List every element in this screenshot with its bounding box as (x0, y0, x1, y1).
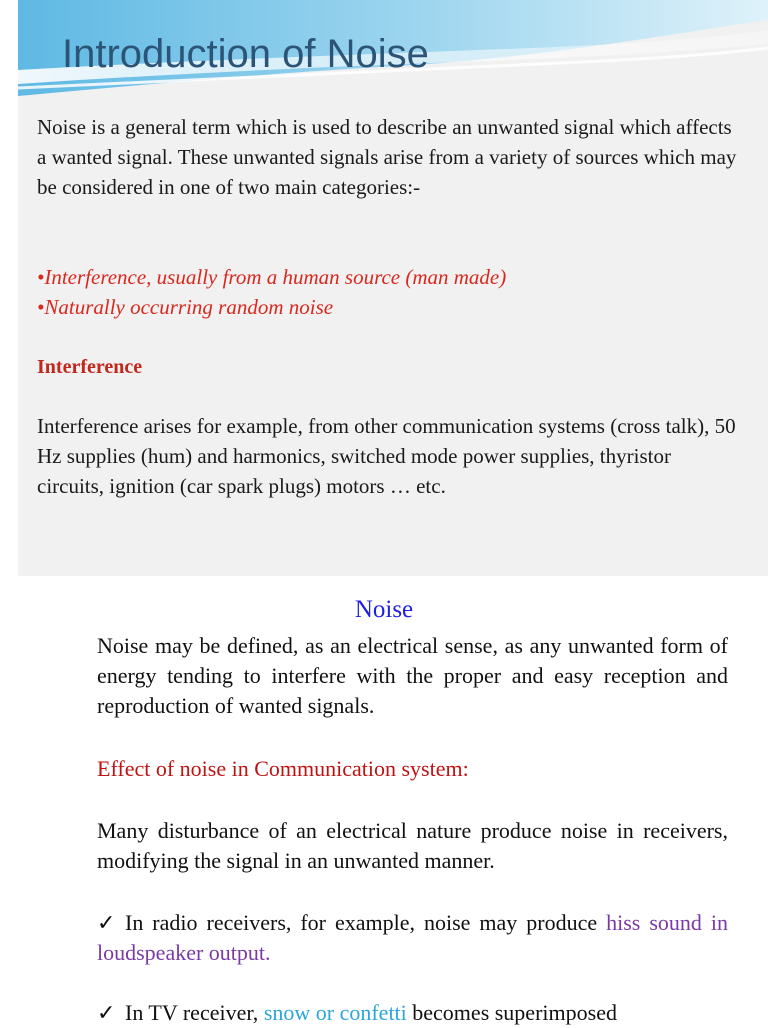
radio-receiver-point (97, 908, 728, 968)
noise-heading: Noise (354, 596, 414, 623)
checkmark-icon: ✓ (97, 1000, 116, 1025)
title-wave-banner (18, 0, 768, 96)
effect-heading: Effect of noise in Communication system: (97, 756, 469, 781)
tv-text-before: In TV receiver, (125, 1000, 259, 1025)
noise-categories-list (37, 262, 506, 322)
list-item: •Interference, usually from a human source (man made) (37, 265, 507, 289)
interference-heading: Interference (37, 356, 143, 378)
radio-text: In radio receivers, for example, noise may produce (125, 910, 598, 935)
intro-paragraph: Noise is a general term which is used to describe an unwanted signal which affects a wanted signal. These unwanted signals arise from a variety of sources which may be considered in one of two main categories:- (37, 115, 737, 199)
noise-definition-paragraph: Noise may be defined, as an electrical sense, as any unwanted form of energy tending to interfere with the proper and easy reception and reproduction of wanted signals. (97, 633, 728, 718)
interference-paragraph: Interference arises for example, from other communication systems (cross talk), 50 Hz supplies (hum) and harmonics, switched mode power supplies, thyristor circuits, ignition (car spark plugs) motors … etc. (37, 414, 736, 498)
list-item: •Naturally occurring random noise (37, 295, 334, 319)
disturbance-paragraph: Many disturbance of an electrical nature produce noise in receivers, modifying the signal in an unwanted manner. (97, 818, 728, 873)
radio-highlight: hiss sound in loudspeaker output. (97, 910, 728, 965)
tv-text-after: becomes superimposed (412, 1000, 617, 1025)
tv-highlight: snow or confetti (263, 1000, 407, 1025)
slide-title: Introduction of Noise (62, 32, 429, 76)
checkmark-icon: ✓ (97, 910, 116, 935)
slide-1 (18, 0, 768, 576)
